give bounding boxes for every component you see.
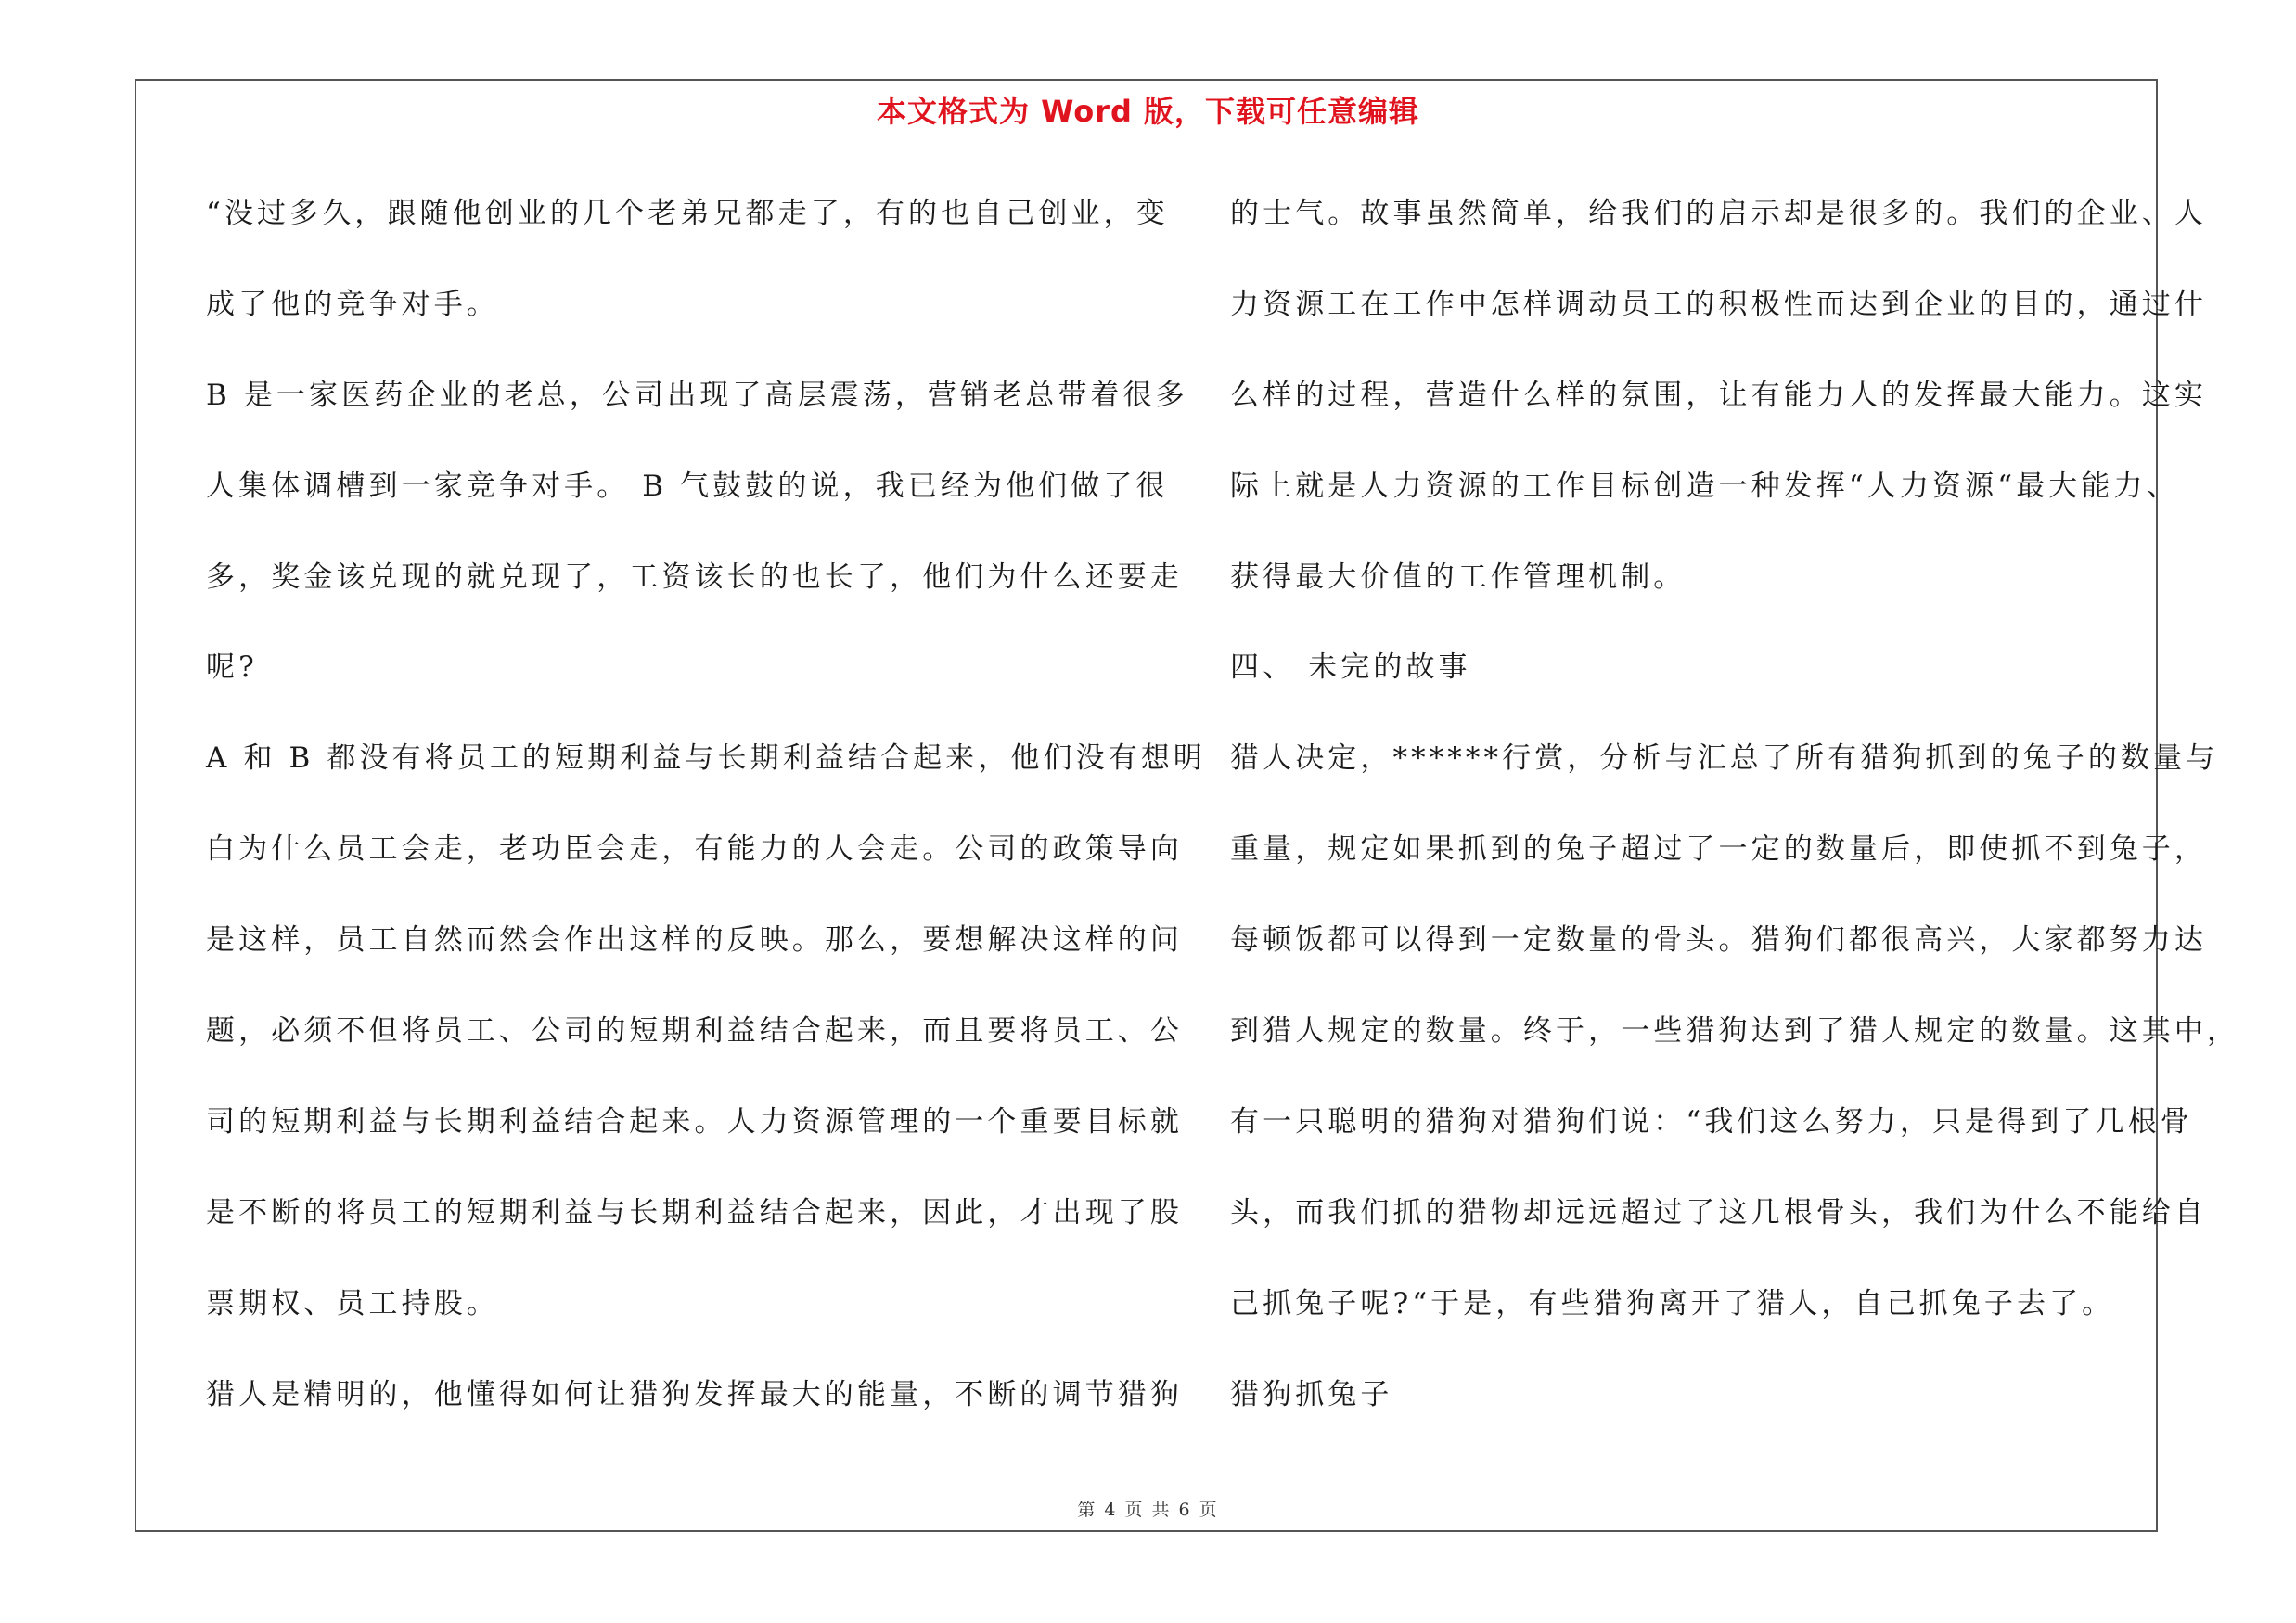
section-heading: 四、 未完的故事	[1230, 650, 1471, 685]
text-line: 猎狗抓兔子	[1230, 1377, 1393, 1411]
text-line: 的士气。故事虽然简单，给我们的启示却是很多的。我们的企业、人	[1230, 197, 2207, 230]
text-line: 么样的过程，营造什么样的氛围，让有能力人的发挥最大能力。这实	[1230, 378, 2207, 412]
text-line: 白为什么员工会走，老功臣会走，有能力的人会走。公司的政策导向	[206, 832, 1183, 867]
text-line: 己抓兔子呢?“于是，有些猎狗离开了猎人，自己抓兔子去了。	[1230, 1286, 2115, 1320]
text-line: 是这样，员工自然而然会作出这样的反映。那么，要想解决这样的问	[206, 923, 1183, 958]
text-line: 是不断的将员工的短期利益与长期利益结合起来，因此，才出现了股	[206, 1195, 1183, 1230]
text-line: A 和 B 都没有将员工的短期利益与长期利益结合起来，他们没有想明	[206, 741, 1207, 776]
footer-suffix: 页	[1199, 1500, 1219, 1520]
left-text-column	[206, 184, 1207, 1455]
text-line: 多，奖金该兑现的就兑现了，工资该长的也长了，他们为什么还要走	[206, 560, 1183, 594]
current-page-number: 4	[1104, 1500, 1118, 1520]
page-number-footer	[0, 1496, 2296, 1521]
text-line: 猎人是精明的，他懂得如何让猎狗发挥最大的能量，不断的调节猎狗	[206, 1377, 1183, 1411]
word-format-banner: 本文格式为 Word 版，下载可任意编辑	[876, 94, 1420, 129]
text-line: 获得最大价值的工作管理机制。	[1230, 560, 1687, 594]
text-line: 力资源工在工作中怎样调动员工的积极性而达到企业的目的，通过什	[1230, 287, 2207, 321]
text-line: 有一只聪明的猎狗对猎狗们说：“我们这么努力，只是得到了几根骨	[1230, 1104, 2193, 1139]
text-line: 到猎人规定的数量。终于，一些猎狗达到了猎人规定的数量。这其中，	[1230, 1014, 2240, 1049]
text-line: 每顿饭都可以得到一定数量的骨头。猎狗们都很高兴，大家都努力达	[1230, 923, 2207, 958]
text-line: 呢?	[206, 650, 258, 685]
right-text-column	[1230, 184, 2240, 1455]
text-line: 头，而我们抓的猎物却远远超过了这几根骨头，我们为什么不能给自	[1230, 1195, 2207, 1230]
text-line: B 是一家医药企业的老总，公司出现了高层震荡，营销老总带着很多	[206, 378, 1188, 412]
text-line: 重量，规定如果抓到的兔子超过了一定的数量后，即使抓不到兔子，	[1230, 832, 2207, 867]
text-line: 题，必须不但将员工、公司的短期利益结合起来，而且要将员工、公	[206, 1014, 1183, 1049]
text-line: 票期权、员工持股。	[206, 1286, 499, 1320]
footer-prefix: 第	[1077, 1500, 1097, 1520]
text-line: “没过多久，跟随他创业的几个老弟兄都走了，有的也自己创业，变	[206, 197, 1169, 230]
text-line: 人集体调槽到一家竞争对手。 B 气鼓鼓的说，我已经为他们做了很	[206, 469, 1169, 503]
text-line: 猎人决定，******行赏，分析与汇总了所有猎狗抓到的兔子的数量与	[1230, 741, 2219, 776]
footer-middle: 页 共	[1124, 1500, 1172, 1520]
text-line: 际上就是人力资源的工作目标创造一种发挥“人力资源“最大能力、	[1230, 469, 2179, 503]
total-page-count: 6	[1178, 1500, 1192, 1520]
text-line: 成了他的竞争对手。	[206, 287, 499, 321]
text-line: 司的短期利益与长期利益结合起来。人力资源管理的一个重要目标就	[206, 1104, 1183, 1139]
